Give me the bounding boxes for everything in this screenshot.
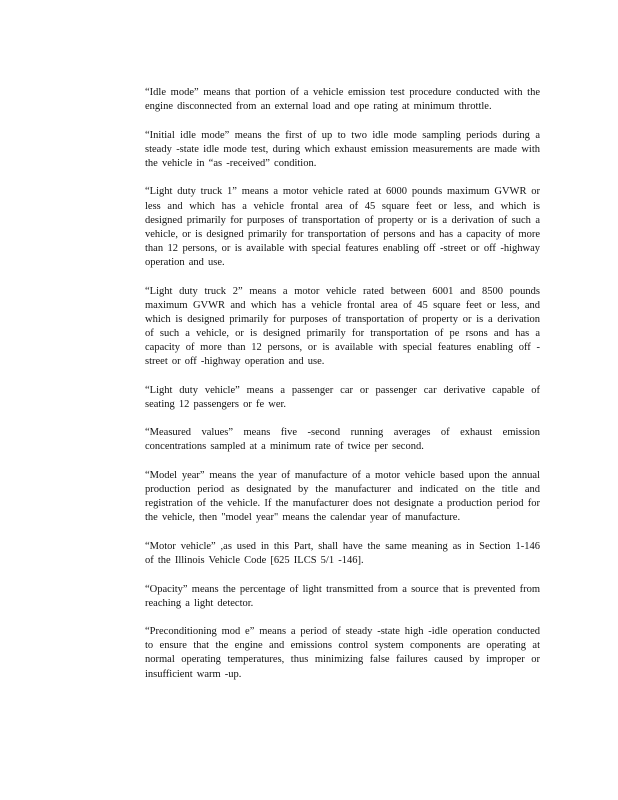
document-body	[145, 86, 540, 696]
definition-preconditioning-mode: “Preconditioning mod e” means a period of steady -state high -idle operation conducted to ensure that the engine and emissions control system components are operating at normal operating temperatures, thus minimizing false failures caused by improper or insufficient warm -up.	[145, 626, 540, 680]
definition-model-year: “Model year” means the year of manufacture of a motor vehicle based upon the annual production period as designated by the manufacturer and indicated on the title and registration of the vehicle. If the manufacturer does not designate a production period for the vehicle, then "model year" means the calendar year of manufacture.	[145, 469, 540, 524]
definition-opacity: “Opacity” means the percentage of light transmitted from a source that is prevented from reaching a light detector.	[145, 583, 540, 609]
definition-motor-vehicle: “Motor vehicle” ,as used in this Part, shall have the same meaning as in Section 1-146 of the Illinois Vehicle Code [625 ILCS 5/1 -146].	[145, 540, 540, 566]
definition-measured-values: “Measured values” means five -second running averages of exhaust emission concentrations sampled at a minimum rate of twice per second.	[145, 427, 540, 453]
definition-light-duty-truck-1: “Light duty truck 1” means a motor vehicle rated at 6000 pounds maximum GVWR or less and which has a vehicle frontal area of 45 square feet or less, and which is designed primarily for purposes of transportation of property or is a derivation of such a vehicle, or is designed primarily for transportation of persons and has a capacity of more than 12 persons, or is available with special features enabling off -street or off -highway operation and use.	[145, 186, 540, 268]
definition-idle-mode: “Idle mode” means that portion of a vehicle emission test procedure conducted with the engine disconnected from an external load and ope rating at minimum throttle.	[145, 87, 540, 113]
definition-light-duty-vehicle: “Light duty vehicle” means a passenger car or passenger car derivative capable of seating 12 passengers or fe wer.	[145, 384, 540, 410]
definition-light-duty-truck-2: “Light duty truck 2” means a motor vehicle rated between 6001 and 8500 pounds maximum GVWR and which has a vehicle frontal area of 45 square feet or less, and which is designed primarily for purposes of transportation of property or is a derivation of such a vehicle, or is designed primarily for transportation of pe rsons and has a capacity of more than 12 persons, or is available with special features enabling off -street or off -highway operation and use.	[145, 285, 540, 367]
definition-initial-idle-mode: “Initial idle mode” means the first of up to two idle mode sampling periods during a steady -state idle mode test, during which exhaust emission measurements are made with the vehicle in “as -received” condition.	[145, 129, 540, 169]
